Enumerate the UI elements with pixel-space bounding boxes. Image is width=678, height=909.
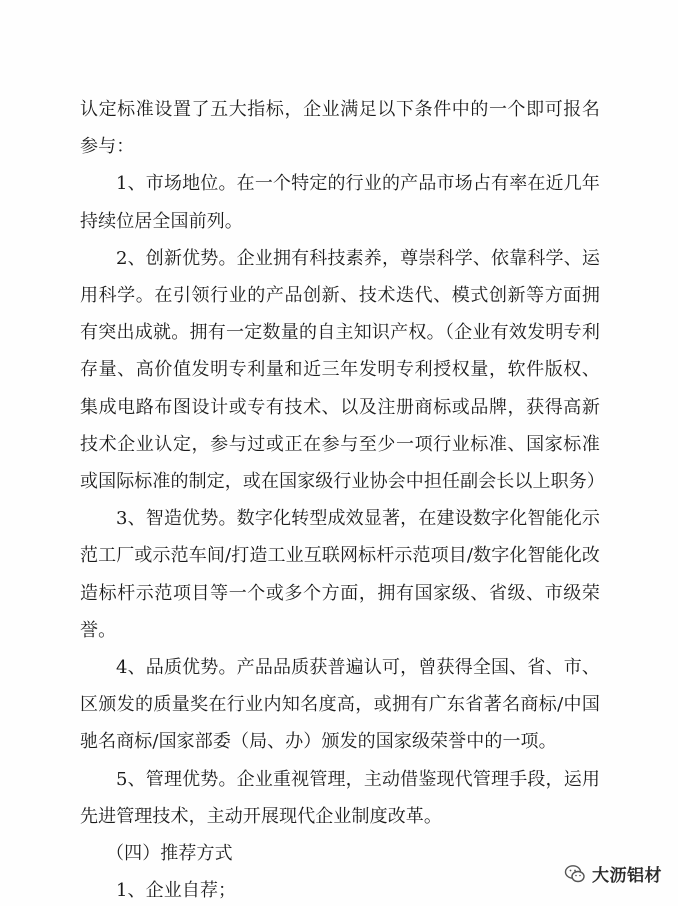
paragraph-quality: 4、品质优势。产品品质获普遍认可，曾获得全国、省、市、区颁发的质量奖在行业内知名度高，或拥有广东省著名商标/中国驰名商标/国家部委（局、办）颁发的国家级荣誉中的一项。 bbox=[80, 657, 600, 753]
paragraph-intro: 认定标准设置了五大指标，企业满足以下条件中的一个即可报名参与： bbox=[80, 99, 600, 158]
paragraph-market-position: 1、市场地位。在一个特定的行业的产品市场占有率在近几年持续位居全国前列。 bbox=[80, 173, 600, 232]
wechat-icon bbox=[564, 863, 586, 885]
paragraph-smart-manufacturing: 3、智造优势。数字化转型成效显著，在建设数字化智能化示范工厂或示范车间/打造工业互联网标杆示范项目/数字化智能化改造标杆示范项目等一个或多个方面，拥有国家级、省级、市级荣誉。 bbox=[80, 508, 600, 641]
section-heading-recommendation: （四）推荐方式 bbox=[106, 843, 233, 865]
watermark bbox=[564, 861, 662, 886]
paragraph-management: 5、管理优势。企业重视管理，主动借鉴现代管理手段，运用先进管理技术，主动开展现代企业制度改革。 bbox=[80, 768, 600, 827]
paragraph-innovation: 2、创新优势。企业拥有科技素养，尊崇科学、依靠科学、运用科学。在引领行业的产品创新、技术迭代、模式创新等方面拥有突出成就。拥有一定数量的自主知识产权。（企业有效发明专利存量、高价值发明专利量和近三年发明专利授权量，软件版权、集成电路布图设计或专有技术、以及注册商标或品牌，获得高新技术企业认定，参与过或正在参与至少一项行业标准、国家标准或国际标准的制定，或在国家级行业协会中担任副会长以上职务） bbox=[80, 247, 605, 493]
watermark-text: 大沥铝材 bbox=[592, 866, 662, 886]
paragraph-self-recommend: 1、企业自荐； bbox=[116, 880, 237, 902]
document-body bbox=[80, 91, 605, 909]
